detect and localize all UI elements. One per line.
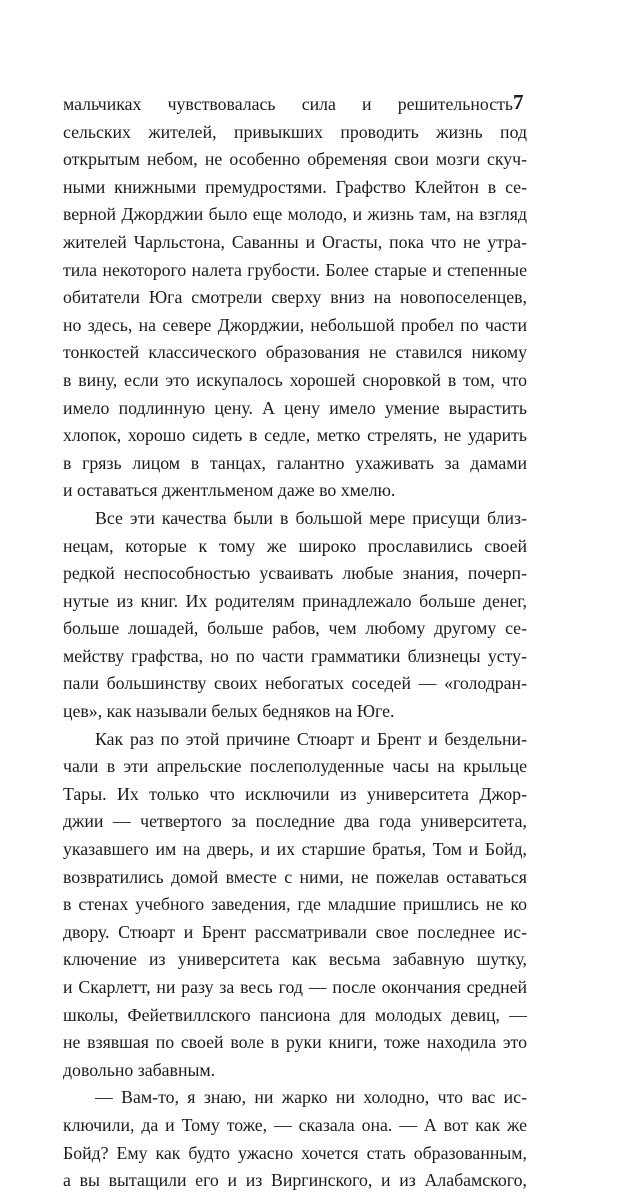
text-line: указавшего им на дверь, и их старшие братья, Том и Бойд, (63, 839, 527, 860)
text-line: довольно забавным. (63, 1059, 216, 1080)
text-line: тонкостей классического образования не ставился никому (63, 342, 527, 363)
text-line: не взявшая по своей воле в руки книги, тоже находила это (63, 1032, 527, 1053)
text-line: и Скарлетт, ни разу за весь год — после окончания средней (63, 977, 527, 997)
text-line: нутые из книг. Их родителям принадлежало больше денег, (63, 590, 527, 611)
text-line: — Вам-то, я знаю, ни жарко ни холодно, что вас ис- (95, 1087, 527, 1108)
page-number: 7 (513, 90, 524, 114)
text-block (63, 91, 527, 1195)
text-line: цев», как называли белых бедняков на Юге. (63, 701, 395, 722)
text-line: обитатели Юга смотрели сверху вниз на новопоселенцев, (63, 287, 527, 308)
text-line: жителей Чарльстона, Саванны и Огасты, пока что не утра- (63, 231, 527, 252)
text-line: пали большинству своих небогатых соседей — «голодран- (63, 673, 527, 694)
text-line: а вы вытащили его и из Виргинского, и из Алабамского, (63, 1170, 527, 1191)
text-line: Тары. Их только что исключили из университета Джор- (63, 783, 527, 804)
text-line: сельских жителей, привыкших проводить жизнь под (63, 121, 527, 142)
text-line: в грязь лицом в танцах, галантно ухаживать за дамами (63, 452, 527, 473)
text-line: джии — четвертого за последние два года университета, (63, 811, 527, 832)
text-line: Бойд? Ему как будто ужасно хочется стать образованным, (63, 1142, 527, 1163)
text-line: хлопок, хорошо сидеть в седле, метко стрелять, не ударить (63, 425, 527, 446)
text-line: чали в эти апрельские послеполуденные часы на крыльце (63, 756, 527, 777)
text-line: двору. Стюарт и Брент рассматривали свое последнее ис- (63, 921, 527, 942)
text-line: школы, Фейетвиллского пансиона для молодых девиц, — (63, 1004, 527, 1025)
text-line: ключение из университета как весьма забавную шутку, (63, 949, 527, 970)
text-line: но здесь, на севере Джорджии, небольшой пробел по части (63, 314, 527, 335)
text-line: больше лошадей, больше рабов, чем любому другому се- (63, 618, 527, 639)
text-line: ключили, да и Тому тоже, — сказала она. — А вот как же (63, 1114, 527, 1135)
text-line: верной Джорджии было еще молодо, и жизнь там, на взгляд (63, 204, 527, 225)
text-line: имело подлинную цену. А цену имело умение вырастить (63, 397, 527, 418)
text-line: нецам, которые к тому же широко прославились своей (63, 535, 527, 556)
text-line: мейству графства, но по части грамматики близнецы усту- (63, 645, 527, 666)
text-line: возвратились домой вместе с ними, не пожелав оставаться (63, 866, 527, 887)
text-line: мальчиках чувствовалась сила и решительность (63, 94, 513, 114)
text-line: ными книжными премудростями. Графство Клейтон в се- (63, 176, 527, 197)
text-line: в стенах учебного заведения, где младшие пришлись не ко (63, 894, 527, 915)
text-line: открытым небом, не особенно обременяя свои мозги скуч- (63, 149, 527, 170)
text-line: и оставаться джентльменом даже во хмелю. (63, 480, 396, 501)
text-line: Как раз по этой причине Стюарт и Брент и бездельни- (95, 728, 527, 749)
text-line: в вину, если это искупалось хорошей сноровкой в том, что (63, 369, 527, 390)
text-line: тила некоторого налета грубости. Более старые и степенные (63, 259, 527, 280)
text-line: Все эти качества были в большой мере присущи близ- (95, 507, 527, 528)
text-line: редкой неспособностью усваивать любые знания, почерп- (63, 563, 527, 584)
